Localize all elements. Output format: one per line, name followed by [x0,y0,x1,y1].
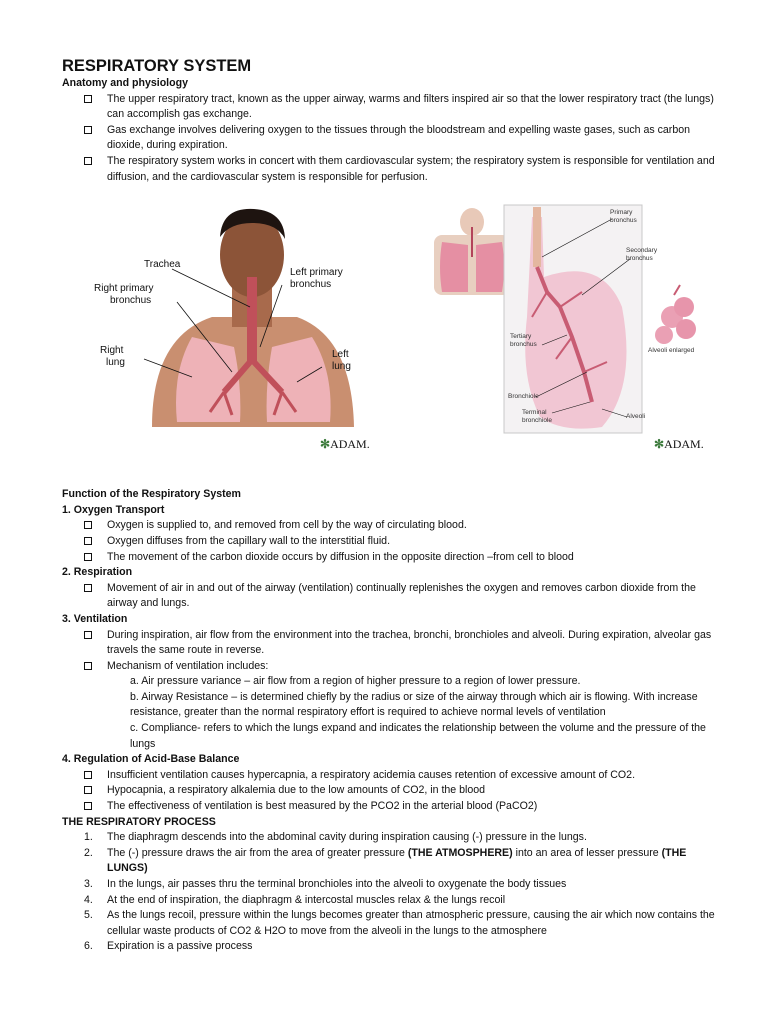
respiration-list [62,581,722,612]
process-list [62,830,722,955]
adam-logo: ✻ADAM. [654,437,704,452]
label-left-primary-2: bronchus [290,279,332,291]
label-tertiary-2: bronchus [510,341,537,349]
label-terminal-2: bronchiole [522,417,552,425]
checkbox-bullet-icon [84,126,92,134]
regulation-list [62,768,722,815]
label-primary-2: bronchus [610,217,637,225]
process-heading: THE RESPIRATORY PROCESS [62,815,216,828]
regulation-heading: 4. Regulation of Acid-Base Balance [62,753,240,766]
checkbox-bullet-icon [84,662,92,670]
adam-leaf-icon: ✻ [320,437,331,452]
figure-respiratory-anatomy [82,197,382,452]
list-item: During inspiration, air flow from the environment into the trachea, bronchi, bronchioles and alveoli. During expiration, alveolar gas travels the same route in reverse. [62,628,722,659]
list-item: Movement of air in and out of the airway (ventilation) continually replenishes the oxygen and removes carbon dioxide from the airway and lungs. [62,581,722,612]
label-left-lung-1: Left [332,349,349,361]
label-right-primary-1: Right primary [94,283,154,295]
page-title: RESPIRATORY SYSTEM [62,57,252,75]
label-right-lung-2: lung [106,357,125,369]
list-item: The upper respiratory tract, known as the upper airway, warms and filters inspired air so that the lower respiratory tract (the lungs) can accomplish gas exchange. [62,92,722,123]
label-right-lung-1: Right [100,345,124,357]
list-item: Oxygen is supplied to, and removed from cell by the way of circulating blood. [62,518,722,534]
checkbox-bullet-icon [84,537,92,545]
list-item: The movement of the carbon dioxide occurs by diffusion in the opposite direction –from cell to blood [62,550,722,566]
label-trachea: Trachea [144,259,181,271]
label-tertiary-1: Tertiary [510,333,532,341]
list-item: 6. Expiration is a passive process [84,940,253,953]
checkbox-bullet-icon [84,631,92,639]
respiration-heading: 2. Respiration [62,566,133,579]
checkbox-bullet-icon [84,802,92,810]
list-item: 3. In the lungs, air passes thru the terminal bronchioles into the alveoli to oxygenate the body tissues [84,878,567,890]
checkbox-bullet-icon [84,771,92,779]
ventilation-heading: 3. Ventilation [62,612,128,625]
label-right-primary-2: bronchus [110,295,152,307]
label-alveoli: Alveoli [626,413,646,421]
list-item: Oxygen diffuses from the capillary wall to the interstitial fluid. [62,534,722,550]
checkbox-bullet-icon [84,553,92,561]
label-secondary-2: bronchus [626,255,653,263]
list-item: Hypocapnia, a respiratory alkalemia due to the low amounts of CO2, in the blood [62,783,722,799]
list-item: Mechanism of ventilation includes: [62,659,722,675]
figures-area [62,197,722,487]
list-item: Insufficient ventilation causes hypercapnia, a respiratory acidemia causes retention of excessive amount of CO2. [62,768,722,784]
label-bronchiole: Bronchiole [508,393,539,401]
function-heading: Function of the Respiratory System [62,488,241,501]
list-item: Gas exchange involves delivering oxygen to the tissues through the bloodstream and expelling waste gases, such as carbon dioxide, during expiration. [62,123,722,154]
checkbox-bullet-icon [84,521,92,529]
respiratory-illustration [82,197,382,437]
oxygen-heading: 1. Oxygen Transport [62,503,165,516]
list-item: 5. As the lungs recoil, pressure within the lungs becomes greater than atmospheric pressure, causing the air which now contains the cellular waste products of CO2 & H2O to move from the alveoli in the lungs to the atmosphere [84,909,715,937]
anatomy-heading: Anatomy and physiology [62,77,188,89]
label-secondary-1: Secondary [626,247,658,255]
checkbox-bullet-icon [84,584,92,592]
ventilation-sub-a: a. Air pressure variance – air flow from a region of higher pressure to a region of lower pressure. [130,675,581,688]
checkbox-bullet-icon [84,95,92,103]
label-primary-1: Primary [610,209,633,217]
anatomy-list [62,92,722,186]
label-left-primary-1: Left primary [290,267,343,279]
document-page [62,56,722,955]
label-terminal-1: Terminal [522,409,547,417]
list-item: The respiratory system works in concert with them cardiovascular system; the respiratory system is responsible for ventilation and diffusion, and the cardiovascular system is responsible for perfusion. [62,154,722,185]
label-alveoli-enlarged: Alveoli enlarged [648,347,695,355]
list-item: The effectiveness of ventilation is best measured by the PCO2 in the arterial blood (PaCO2) [62,799,722,815]
adam-leaf-icon: ✻ [654,437,665,452]
bronchial-tree-illustration [432,197,722,455]
list-item: 4. At the end of inspiration, the diaphragm & intercostal muscles relax & the lungs recoil [84,893,506,906]
adam-logo: ✻ADAM. [320,437,370,452]
ventilation-list [62,628,722,675]
ventilation-sub-b: b. Airway Resistance – is determined chiefly by the radius or size of the airway through which air is flowing. With increase resistance, greater than the normal respiratory effort is required to achieve normal levels of ventilation [130,690,698,719]
label-left-lung-2: lung [332,361,351,373]
checkbox-bullet-icon [84,157,92,165]
figure-bronchial-tree [432,197,722,455]
list-item: 1. The diaphragm descends into the abdominal cavity during inspiration causing (-) pressure in the lungs. [84,831,587,844]
checkbox-bullet-icon [84,786,92,794]
oxygen-list [62,518,722,565]
list-item: 2. The (-) pressure draws the air from the area of greater pressure (THE ATMOSPHERE) into an area of lesser pressure (THE LUNGS) [84,846,687,875]
ventilation-sub-c: c. Compliance- refers to which the lungs expand and indicates the relationship between the volume and the pressure of the lungs [130,722,706,750]
